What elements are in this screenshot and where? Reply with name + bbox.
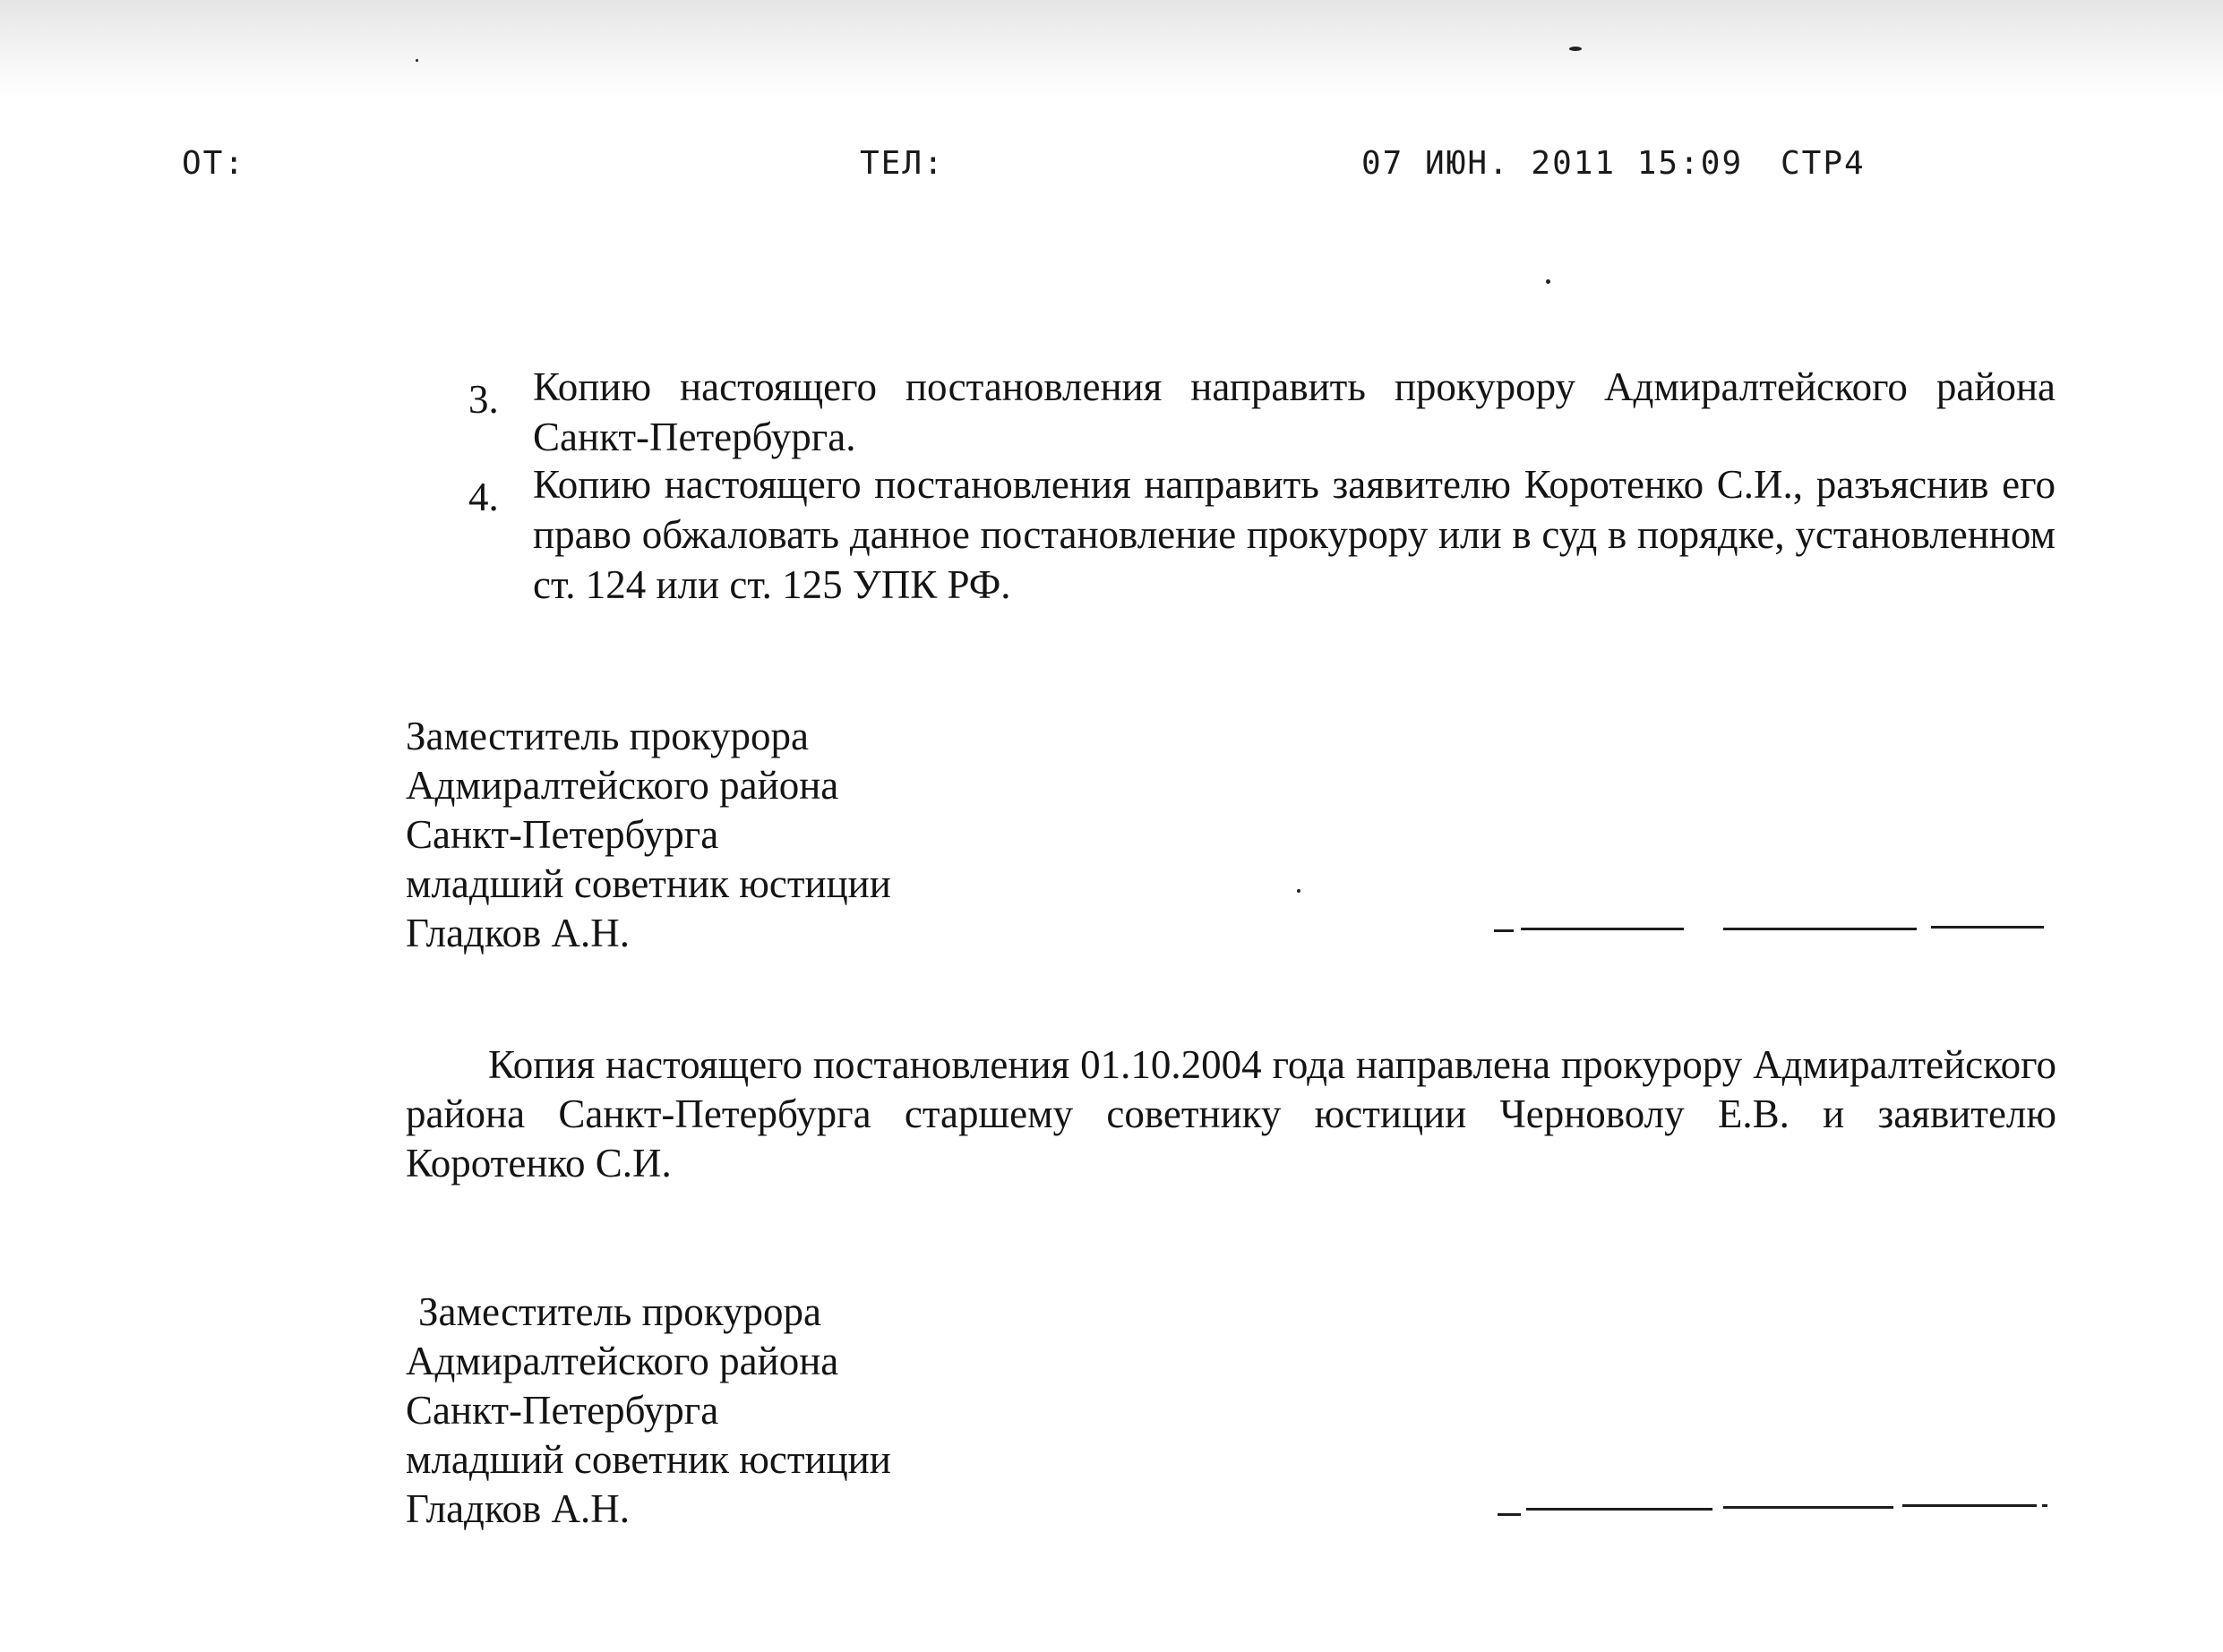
signature-line xyxy=(1902,1504,2037,1507)
list-item-text: Копию настоящего постановления направить прокурору Адмиралтейского района Санкт-Петербурга. xyxy=(533,364,2056,459)
list-item-number: 4. xyxy=(468,475,499,519)
dispatch-notice: Копия настоящего постановления 01.10.2004 года направлена прокурору Адмиралтейского района Санкт-Петербурга старшему советнику юстиции Черноволу Е.В. и заявителю Коротенко С.И. xyxy=(406,1042,2056,1186)
signature-line xyxy=(1723,928,1917,930)
signatory-rank: младший советник юстиции xyxy=(406,1437,891,1482)
signatory-rank: младший советник юстиции xyxy=(406,861,891,906)
list-item-number: 3. xyxy=(468,377,499,422)
fax-from-label: ОТ: xyxy=(182,145,246,182)
signatory-name: Гладков А.Н. xyxy=(406,911,631,955)
signature-line xyxy=(1723,1506,1893,1509)
scan-top-shading xyxy=(0,0,2223,98)
signature-line xyxy=(2042,1504,2047,1507)
signature-line xyxy=(1526,1508,1712,1511)
signatory-district: Адмиралтейского района xyxy=(406,763,839,808)
signature-line xyxy=(1521,928,1684,930)
fax-tel-label: ТЕЛ: xyxy=(860,145,945,182)
signature-line xyxy=(1931,926,2044,929)
signatory-position: Заместитель прокурора xyxy=(406,714,809,758)
fax-page-number: СТР4 xyxy=(1781,145,1866,182)
signatory-district: Адмиралтейского района xyxy=(406,1339,839,1383)
scan-speck xyxy=(1297,889,1300,893)
scan-speck xyxy=(416,59,418,62)
scan-speck xyxy=(1569,47,1582,51)
signature-line xyxy=(1498,1513,1521,1516)
signatory-name: Гладков А.Н. xyxy=(406,1486,631,1531)
signatory-position: Заместитель прокурора xyxy=(418,1289,821,1334)
signature-line xyxy=(1494,929,1514,932)
list-item-text: Копию настоящего постановления направить заявителю Коротенко С.И., разъяснив его право обжаловать данное постановление прокурору или в суд в порядке, установленном ст. 124 или ст. 125 УПК РФ. xyxy=(533,462,2056,607)
signature-block xyxy=(406,1288,891,1534)
signatory-city: Санкт-Петербурга xyxy=(406,812,719,857)
signature-block xyxy=(406,712,891,958)
signatory-city: Санкт-Петербурга xyxy=(406,1388,719,1433)
scan-speck xyxy=(1546,279,1550,284)
fax-datetime: 07 ИЮН. 2011 15:09 xyxy=(1361,145,1744,182)
